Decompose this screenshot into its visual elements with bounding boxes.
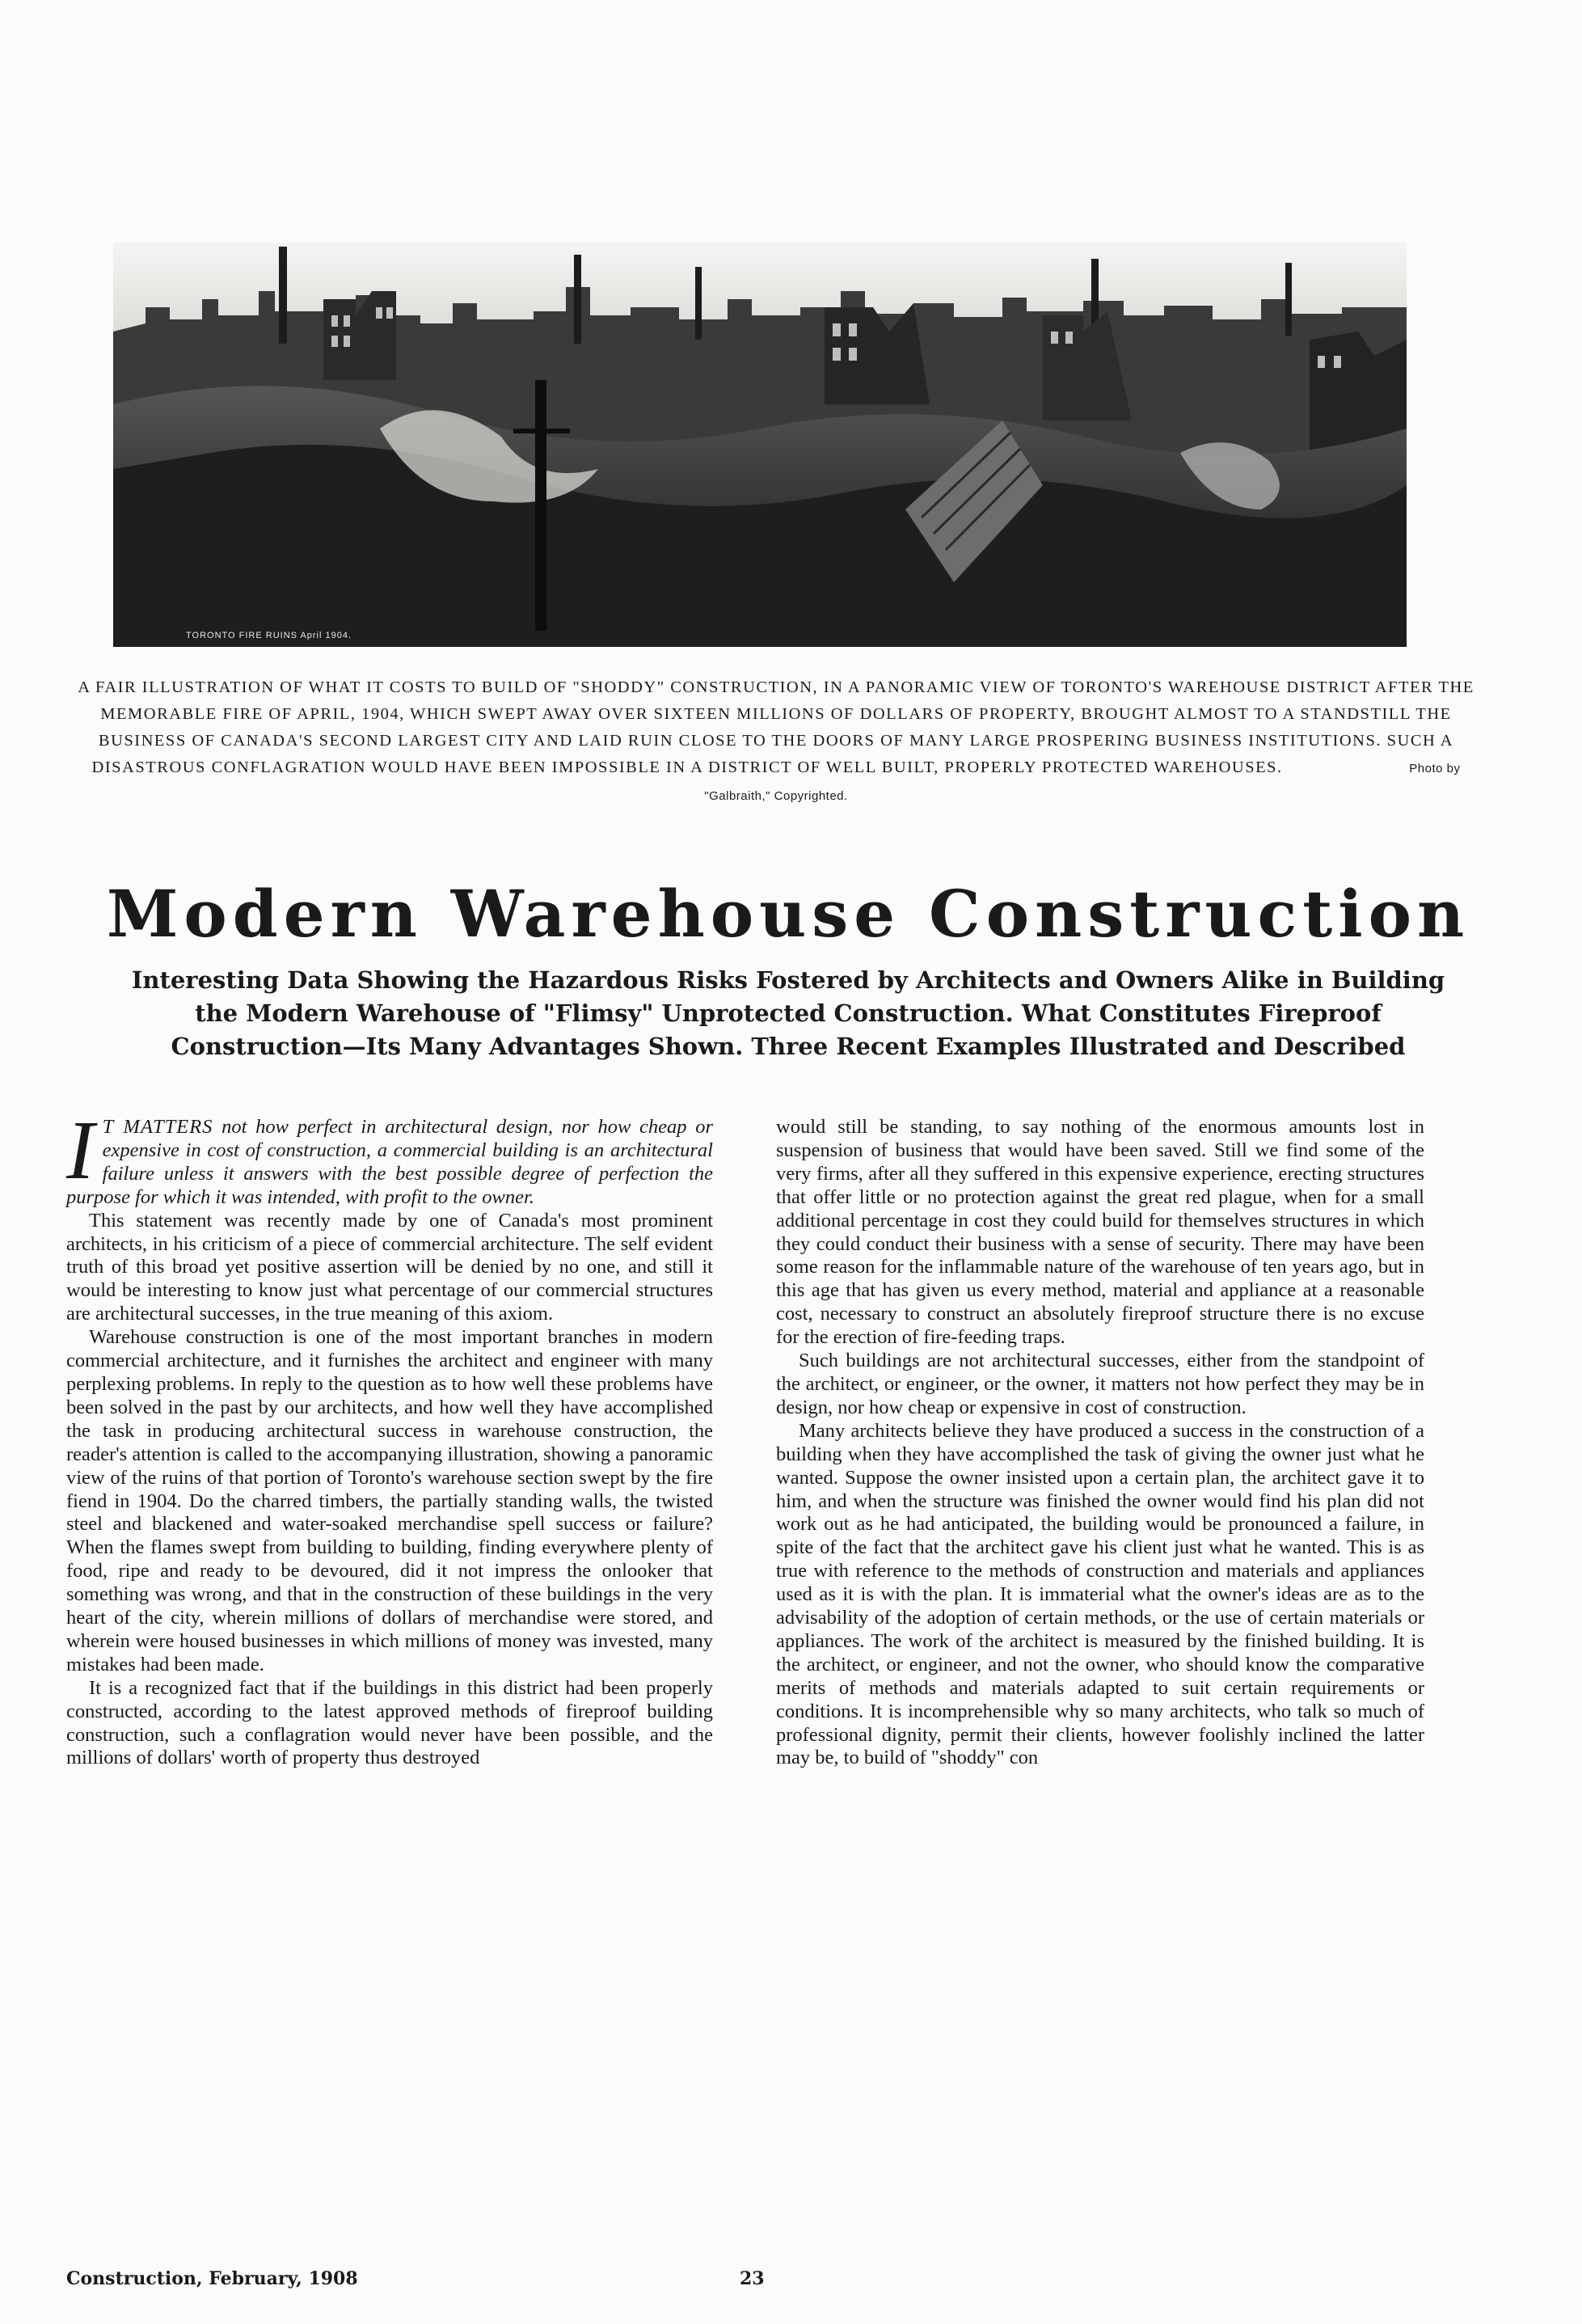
page-number: 23	[740, 2268, 765, 2289]
lead-caps: T MATTERS	[102, 1116, 213, 1138]
fire-ruins-photograph	[113, 243, 1407, 647]
article-title: Modern Warehouse Construction	[106, 876, 1470, 952]
body-paragraph: Many architects believe they have produced a success in the construction of a building when they have accomplished the task of giving the owner just what he wanted. Suppose the owner insisted upon a certain plan, the architect gave it to him, and when the structure was finished the owner would find his plan did not work out as he had anticipated, the building would be pronounced a failure, in spite of the fact that the architect gave his client just what he wanted. This is as true with reference to the methods of construction and materials and appliances used as it is with the plan. It is immaterial what the owner's ideas are as to the advisability of the adoption of certain methods, or the use of certain materials or appliances. The work of the architect is measured by the finished building. It is the architect, or engineer, and not the owner, who should know the comparative merits of methods and materials adapted to suit certain requirements or conditions. It is incomprehensible why so many architects, who talk so much of professional dignity, permit their clients, however foolishly inclined the latter may be, to build of "shoddy" con	[776, 1419, 1424, 1769]
lead-text: not how perfect in architectural design, nor how cheap or expensive in cost of construction, a commercial building is an architectural failure unless it answers with the best possible degree of perfection the purpose for which it was intended, with profit to the owner.	[66, 1116, 713, 1208]
left-column	[66, 1104, 713, 1770]
photo-caption	[73, 674, 1479, 809]
caption-text: A FAIR ILLUSTRATION OF WHAT IT COSTS TO BUILD OF "SHODDY" CONSTRUCTION, IN A PANORAMIC VIEW OF TORONTO'S WAREHOUSE DISTRICT AFTER THE MEMORABLE FIRE OF APRIL, 1904, WHICH SWEPT AWAY OVER SIXTEEN MILLIONS OF DOLLARS OF PROPERTY, BROUGHT ALMOST TO A STANDSTILL THE BUSINESS OF CANADA'S SECOND LARGEST CITY AND LAID RUIN CLOSE TO THE DOORS OF MANY LARGE PROSPERING BUSINESS INSTITUTIONS. SUCH A DISASTROUS CONFLAGRATION WOULD HAVE BEEN IMPOSSIBLE IN A DISTRICT OF WELL BUILT, PROPERLY PROTECTED WAREHOUSES.	[78, 678, 1474, 776]
right-column	[776, 1116, 1424, 1770]
body-paragraph: Warehouse construction is one of the most important branches in modern commercial architecture, and it furnishes the architect and engineer with many perplexing problems. In reply to the question as to how well these problems have been solved in the past by our architects, and how well they have accomplished the task in producing architectural success in warehouse construction, the reader's attention is called to the accompanying illustration, showing a panoramic view of the ruins of that portion of Toronto's warehouse section swept by the fire fiend in 1904. Do the charred timbers, the partially standing walls, the twisted steel and blackened and water-soaked merchandise spell success or failure? When the flames swept from building to building, finding everywhere plenty of food, ripe and ready to be devoured, did it not impress the onlooker that something was wrong, and that in the construction of these buildings in the very heart of the city, wherein millions of dollars of merchandise were stored, and wherein were housed businesses in which millions of money was invested, many mistakes had been made.	[66, 1326, 713, 1675]
body-paragraph: It is a recognized fact that if the buildings in this district had been properly constructed, according to the latest approved methods of fireproof building construction, such a conflagration would never have been possible, and the millions of dollars' worth of property thus destroyed	[66, 1676, 713, 1769]
panorama-illustration	[113, 243, 1407, 647]
drop-cap: I	[66, 1104, 95, 1197]
photo-credit: Photo by "Galbraith," Copyrighted.	[704, 762, 1461, 803]
body-paragraph: This statement was recently made by one of Canada's most prominent architects, in his criticism of a piece of commercial architecture. The self evident truth of this broad yet positive assertion will be denied by no one, and still it would be interesting to know just what percentage of our commercial structures are architectural successes, in the true meaning of this axiom.	[66, 1209, 713, 1325]
publication-footer: Construction, February, 1908	[66, 2268, 358, 2289]
article-subtitle: Interesting Data Showing the Hazardous Risks Fostered by Architects and Owners Alike in Building the Modern Warehouse of "Flimsy" Unprotected Construction. What Constitutes Fireproof Construction—Its Many Advantages Shown. Three Recent Examples Illustrated and Described	[131, 966, 1445, 1060]
photo-inscription: TORONTO FIRE RUINS April 1904.	[186, 631, 352, 640]
body-paragraph: Such buildings are not architectural successes, either from the standpoint of the architect, or engineer, or the owner, it matters not how perfect they may be in design, nor how cheap or expensive in cost of construction.	[776, 1350, 1424, 1418]
lead-paragraph	[66, 1104, 713, 1210]
body-paragraph: would still be standing, to say nothing of the enormous amounts lost in suspension of business that would have been saved. Still we find some of the very firms, after all they suffered in this expensive experience, erecting structures that offer little or no protection against the great red plague, when for a small additional percentage in cost they could build for themselves structures in which they could conduct their business with a sense of security. There may have been some reason for the inflammable nature of the warehouse of ten years ago, but in this age that has given us every method, material and appliance at a reasonable cost, necessary to construct an absolutely fireproof structure there is no excuse for the erection of fire-feeding traps.	[776, 1116, 1424, 1349]
